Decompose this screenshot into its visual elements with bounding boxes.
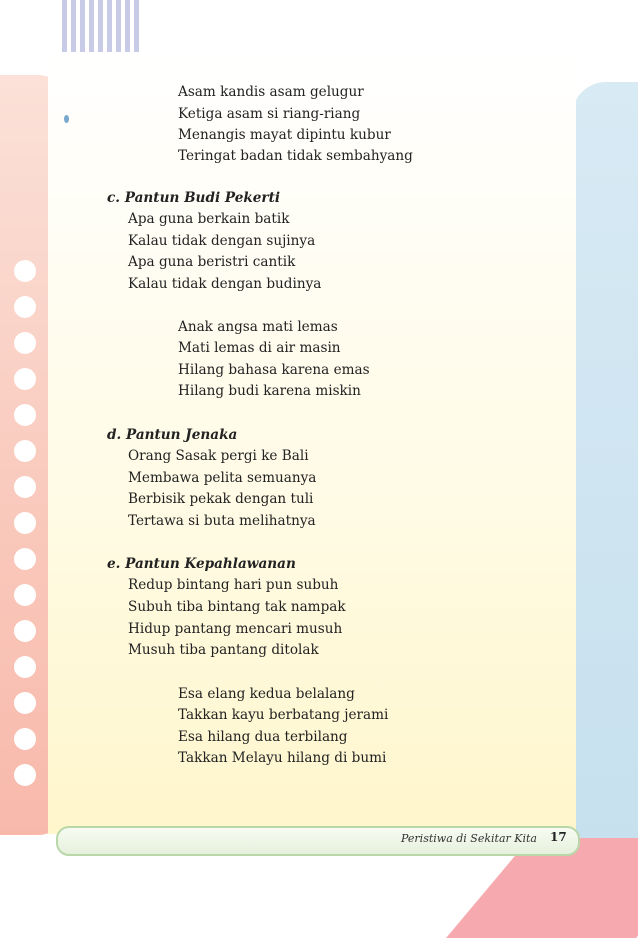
- binder-hole: [14, 440, 36, 462]
- binder-hole: [14, 296, 36, 318]
- poem-line: Apa guna berkain batik: [128, 211, 290, 227]
- binder-hole: [14, 368, 36, 390]
- section-heading: d. Pantun Jenaka: [107, 427, 238, 443]
- binder-hole: [14, 548, 36, 570]
- binder-hole: [14, 620, 36, 642]
- binder-hole: [14, 404, 36, 426]
- poem-line: Mati lemas di air masin: [178, 340, 341, 356]
- footer-title: Peristiwa di Sekitar Kita: [401, 832, 537, 845]
- poem-line: Orang Sasak pergi ke Bali: [128, 448, 309, 464]
- decorative-stripes: [62, 0, 140, 52]
- page-number: 17: [550, 830, 567, 844]
- binder-hole: [14, 728, 36, 750]
- poem-line: Takkan kayu berbatang jerami: [178, 707, 389, 723]
- poem-line: Membawa pelita semuanya: [128, 470, 317, 486]
- poem-line: Berbisik pekak dengan tuli: [128, 491, 314, 507]
- decorative-side-panel: [572, 82, 638, 872]
- binder-hole: [14, 476, 36, 498]
- poem-line: Hilang bahasa karena emas: [178, 362, 370, 378]
- section-heading: c. Pantun Budi Pekerti: [107, 190, 281, 206]
- poem-line: Kalau tidak dengan sujinya: [128, 233, 316, 249]
- poem-line: Takkan Melayu hilang di bumi: [178, 750, 387, 766]
- poem-line: Kalau tidak dengan budinya: [128, 276, 322, 292]
- poem-line: Ketiga asam si riang-riang: [178, 106, 361, 122]
- binder-hole: [14, 512, 36, 534]
- binder-hole: [14, 764, 36, 786]
- poem-line: Esa elang kedua belalang: [178, 686, 355, 702]
- poem-line: Menangis mayat dipintu kubur: [178, 127, 391, 143]
- binder-hole: [14, 584, 36, 606]
- binder-hole: [14, 260, 36, 282]
- poem-line: Apa guna beristri cantik: [128, 254, 296, 270]
- poem-line: Esa hilang dua terbilang: [178, 729, 348, 745]
- poem-line: Anak angsa mati lemas: [178, 319, 338, 335]
- poem-line: Hidup pantang mencari musuh: [128, 621, 343, 637]
- decorative-dot: [64, 115, 69, 123]
- poem-line: Teringat badan tidak sembahyang: [178, 148, 413, 164]
- binder-hole: [14, 692, 36, 714]
- binder-hole: [14, 656, 36, 678]
- poem-line: Asam kandis asam gelugur: [178, 84, 364, 100]
- poem-line: Redup bintang hari pun subuh: [128, 577, 339, 593]
- binder-hole: [14, 332, 36, 354]
- poem-line: Hilang budi karena miskin: [178, 383, 361, 399]
- section-heading: e. Pantun Kepahlawanan: [107, 556, 296, 572]
- poem-line: Tertawa si buta melihatnya: [128, 513, 316, 529]
- poem-line: Musuh tiba pantang ditolak: [128, 642, 319, 658]
- poem-line: Subuh tiba bintang tak nampak: [128, 599, 346, 615]
